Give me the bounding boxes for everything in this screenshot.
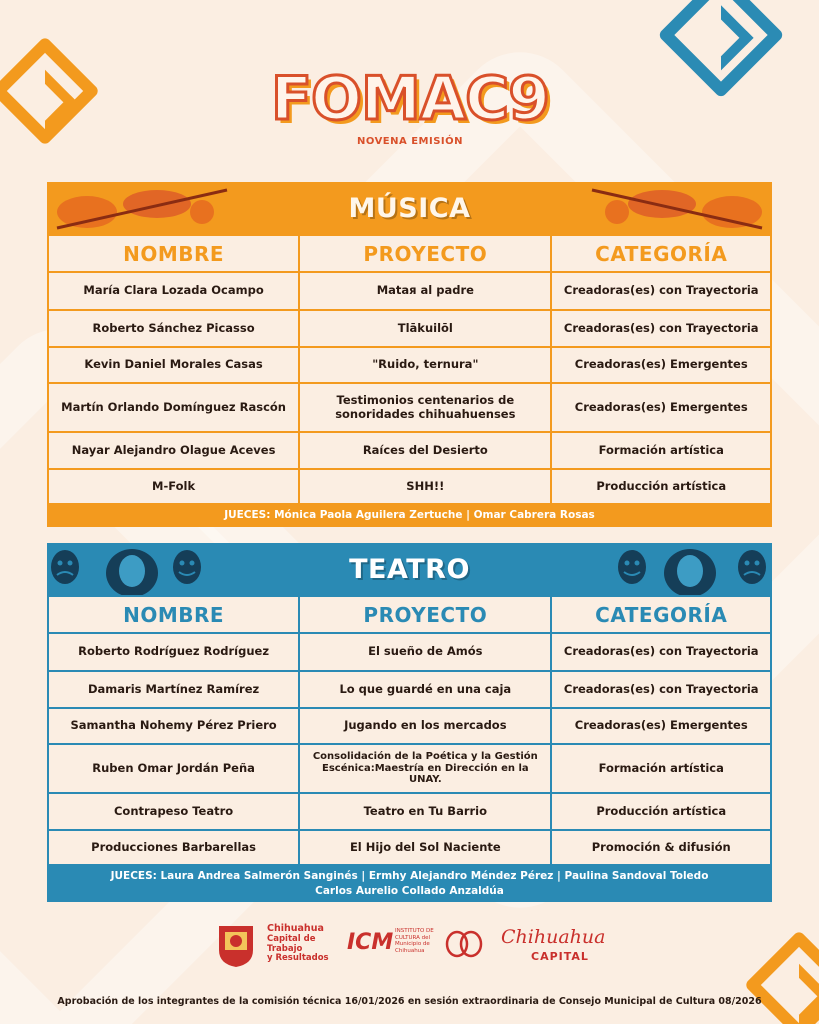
icm-logo-subtitle: INSTITUTO DE CULTURA del Municipio de Chihuahua (395, 928, 434, 954)
cell-project: El Hijo del Sol Naciente (299, 830, 551, 865)
capital-logo-line: y Resultados (267, 953, 329, 964)
logo-subtitle: NOVENA EMISIÓN (356, 136, 464, 147)
cell-project: Mataя al padre (299, 272, 551, 310)
theatre-masks-illustration-icon (47, 543, 217, 595)
fomac-logo (265, 46, 555, 154)
theatre-table (47, 595, 772, 866)
cell-name: Samantha Nohemy Pérez Priero (48, 708, 299, 744)
theatre-masks-illustration-icon (602, 543, 772, 595)
column-header-name: NOMBRE (48, 235, 299, 272)
column-header-project: PROYECTO (299, 596, 551, 633)
cell-name: Martín Orlando Domínguez Rascón (48, 383, 299, 432)
cell-category: Promoción & difusión (551, 830, 771, 865)
cell-name: Damaris Martínez Ramírez (48, 671, 299, 708)
icm-logo: ICM (347, 930, 394, 955)
chihuahua-capital-wordmark: CAPITAL (531, 950, 589, 963)
cell-category: Creadoras(es) Emergentes (551, 708, 771, 744)
chihuahua-script-logo: Chihuahua (501, 926, 606, 948)
cell-project: Teatro en Tu Barrio (299, 793, 551, 830)
cell-name: María Clara Lozada Ocampo (48, 272, 299, 310)
theatre-title: TEATRO (349, 553, 470, 585)
column-header-name: NOMBRE (48, 596, 299, 633)
table-row (48, 469, 771, 504)
theatre-judges (47, 866, 772, 902)
cell-project: Tlākuilōl (299, 310, 551, 347)
table-header-row (48, 596, 771, 633)
cell-name: Ruben Omar Jordán Peña (48, 744, 299, 793)
table-row (48, 793, 771, 830)
column-header-category: CATEGORÍA (551, 235, 771, 272)
cell-name: Roberto Sánchez Picasso (48, 310, 299, 347)
cell-name: Kevin Daniel Morales Casas (48, 347, 299, 383)
music-table (47, 234, 772, 505)
cell-project: Lo que guardé en una caja (299, 671, 551, 708)
table-row (48, 310, 771, 347)
table-row (48, 633, 771, 671)
theatre-masks-icon (443, 930, 485, 958)
cell-name: Nayar Alejandro Olague Aceves (48, 432, 299, 469)
cell-name: Producciones Barbarellas (48, 830, 299, 865)
cell-project: El sueño de Amós (299, 633, 551, 671)
cell-project: SHH!! (299, 469, 551, 504)
theatre-section (47, 543, 772, 902)
table-row (48, 432, 771, 469)
music-banner (47, 182, 772, 234)
approval-footnote: Aprobación de los integrantes de la comisión técnica 16/01/2026 en sesión extraordinaria de Consejo Municipal de Cultura 08/2026 (57, 996, 762, 1007)
table-row (48, 744, 771, 793)
cell-category: Creadoras(es) Emergentes (551, 383, 771, 432)
cell-category: Formación artística (551, 744, 771, 793)
capital-logo-line: Capital de Trabajo (267, 933, 316, 954)
logo-wordmark: FOMAC9 (271, 64, 549, 134)
cell-project: Testimonios centenarios de sonoridades chihuahuenses (299, 383, 551, 432)
cell-category: Creadoras(es) Emergentes (551, 347, 771, 383)
cell-project: Raíces del Desierto (299, 432, 551, 469)
capital-logo-line: Chihuahua (267, 923, 324, 934)
cell-name: Contrapeso Teatro (48, 793, 299, 830)
table-row (48, 383, 771, 432)
column-header-project: PROYECTO (299, 235, 551, 272)
music-title: MÚSICA (348, 192, 471, 224)
greca-ornament-icon (744, 930, 819, 1024)
cell-category: Creadoras(es) con Trayectoria (551, 671, 771, 708)
table-row (48, 272, 771, 310)
cell-category: Creadoras(es) con Trayectoria (551, 633, 771, 671)
theatre-judges-line: Carlos Aurelio Collado Anzaldúa (315, 884, 504, 897)
violin-illustration-icon (582, 182, 772, 234)
theatre-banner (47, 543, 772, 595)
cell-project: "Ruido, ternura" (299, 347, 551, 383)
sponsor-logos (215, 916, 615, 972)
chihuahua-capital-logo (267, 924, 341, 964)
cell-name: Roberto Rodríguez Rodríguez (48, 633, 299, 671)
table-row (48, 347, 771, 383)
column-header-category: CATEGORÍA (551, 596, 771, 633)
cell-category: Producción artística (551, 469, 771, 504)
violin-illustration-icon (47, 182, 237, 234)
music-judges: JUECES: Mónica Paola Aguilera Zertuche | Omar Cabrera Rosas (47, 505, 772, 527)
table-row (48, 830, 771, 865)
cell-name: M-Folk (48, 469, 299, 504)
table-header-row (48, 235, 771, 272)
cell-category: Creadoras(es) con Trayectoria (551, 310, 771, 347)
theatre-judges-line: JUECES: Laura Andrea Salmerón Sanginés | Ermhy Alejandro Méndez Pérez | Paulina Sandoval Toledo (110, 870, 709, 882)
music-section (47, 182, 772, 527)
cell-project: Jugando en los mercados (299, 708, 551, 744)
greca-ornament-icon (0, 36, 100, 146)
greca-ornament-icon (657, 0, 784, 99)
cell-category: Formación artística (551, 432, 771, 469)
municipal-seal-icon (215, 920, 257, 968)
cell-category: Producción artística (551, 793, 771, 830)
table-row (48, 708, 771, 744)
cell-project: Consolidación de la Poética y la Gestión Escénica:Maestría en Dirección en la UNAY. (299, 744, 551, 793)
cell-category: Creadoras(es) con Trayectoria (551, 272, 771, 310)
table-row (48, 671, 771, 708)
